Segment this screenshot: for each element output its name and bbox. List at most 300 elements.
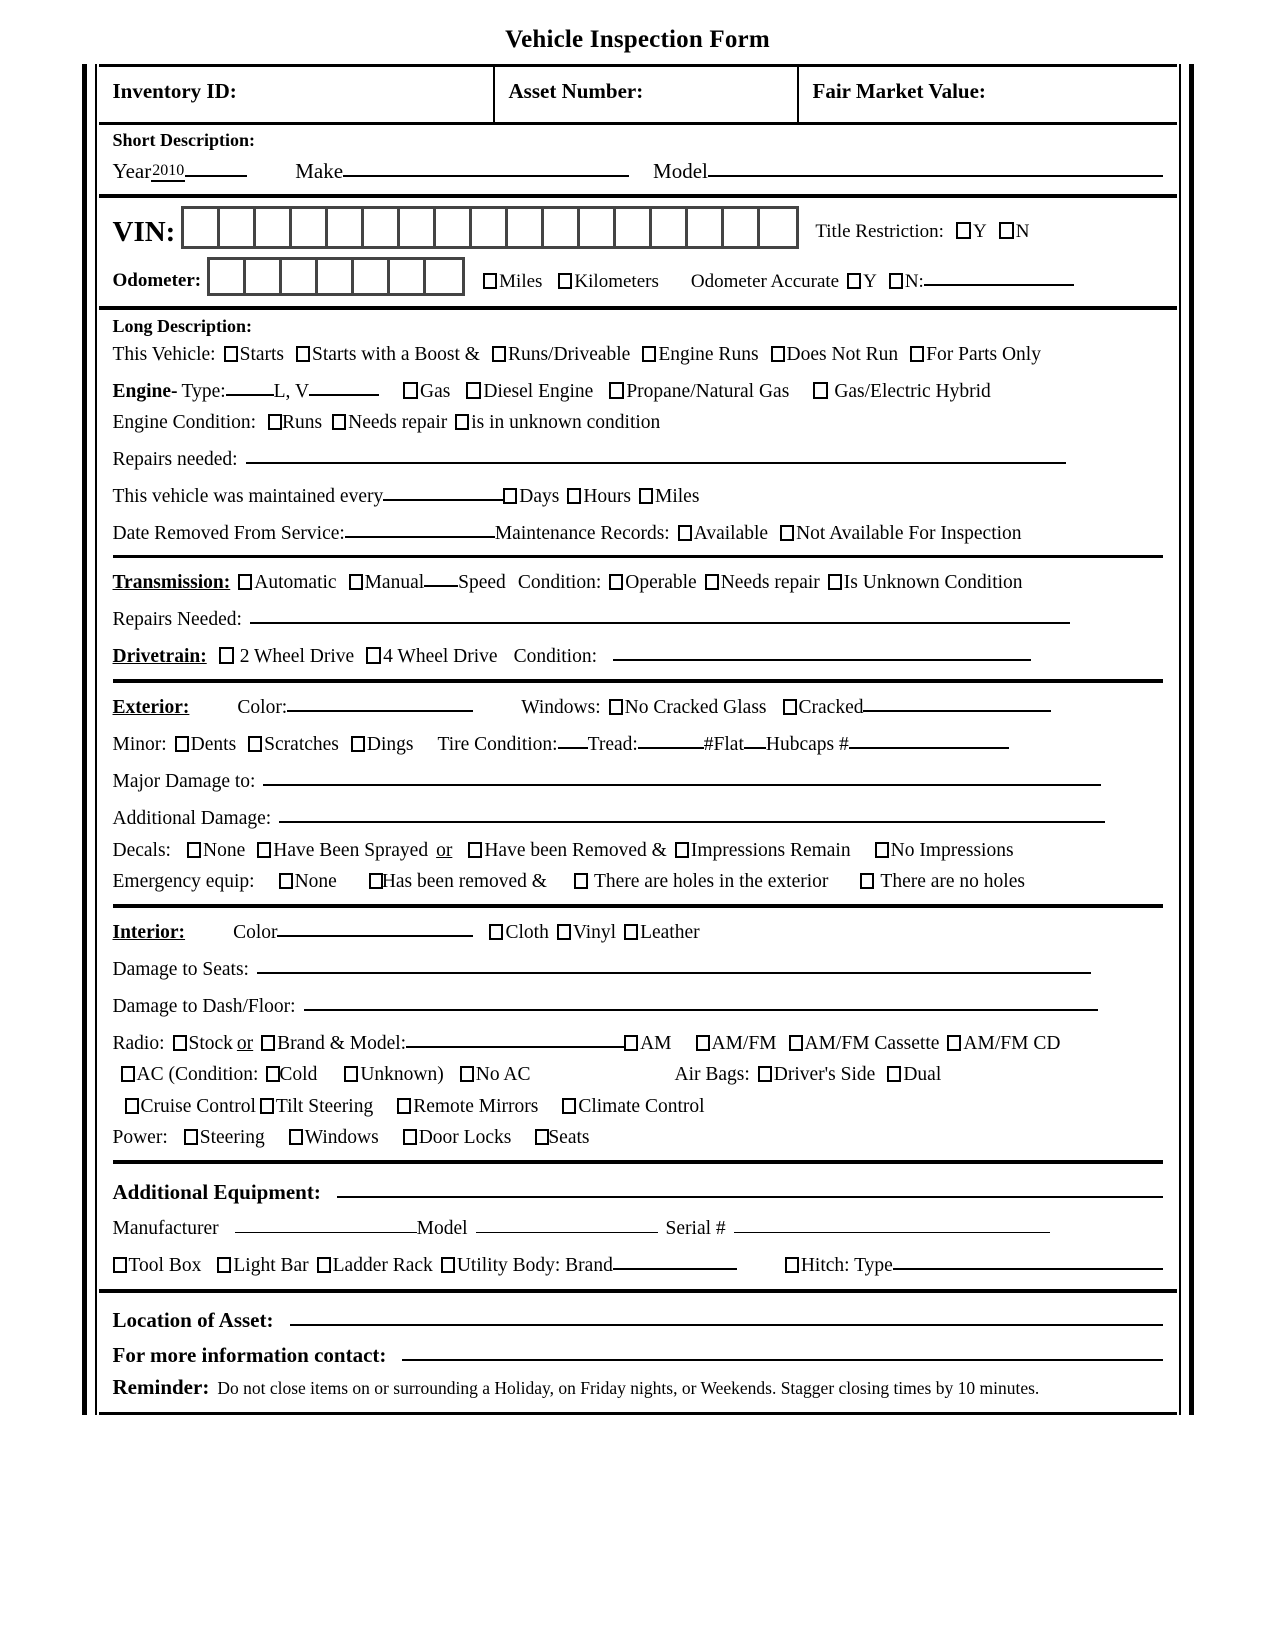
power-windows-checkbox[interactable] — [289, 1129, 303, 1145]
divider-after-drivetrain — [113, 679, 1163, 683]
vehicle-does-not-run-checkbox[interactable] — [771, 346, 785, 362]
odometer-accurate-note-line[interactable] — [924, 265, 1074, 286]
radio-or-label: or — [236, 1032, 254, 1054]
engine-propane-checkbox[interactable] — [609, 382, 624, 399]
transmission-condition-label: Condition: — [517, 572, 602, 594]
page-title: Vehicle Inspection Form — [505, 26, 770, 53]
decals-removed-checkbox[interactable] — [468, 842, 482, 858]
power-seats-checkbox[interactable] — [535, 1129, 549, 1145]
ladder-rack-checkbox[interactable] — [317, 1257, 331, 1273]
hubcaps-input-line[interactable] — [849, 728, 1009, 750]
header-strip — [99, 67, 1177, 125]
location-of-asset-input-line[interactable] — [290, 1304, 1163, 1326]
engine-condition-row — [113, 407, 1163, 438]
char-cell[interactable] — [282, 260, 318, 293]
vin-row — [113, 206, 1163, 249]
airbag-dual-label: Dual — [903, 1064, 942, 1086]
maintained-miles-label: Miles — [654, 486, 700, 508]
engine-condition-runs-label: Runs — [282, 412, 323, 434]
maintained-miles-checkbox[interactable] — [639, 488, 653, 504]
exterior-label: Exterior: — [112, 697, 190, 719]
emergency-equip-label: Emergency equip: — [112, 871, 255, 893]
airbag-dual-checkbox[interactable] — [887, 1066, 901, 1082]
maintained-days-label: Days — [519, 486, 560, 508]
fair-market-value-cell[interactable] — [799, 67, 1177, 122]
damage-seats-input-line[interactable] — [257, 953, 1091, 975]
vehicle-runs-driveable-label: Runs/Driveable — [507, 344, 631, 365]
engine-diesel-label: Diesel Engine — [483, 380, 594, 402]
radio-amfm-cd-label: AM/FM CD — [963, 1032, 1061, 1054]
decals-sprayed-checkbox[interactable] — [257, 842, 271, 858]
repairs-needed-input-line[interactable] — [246, 443, 1066, 465]
year-value[interactable]: 2010 — [151, 162, 185, 182]
miles-checkbox[interactable] — [483, 273, 497, 289]
equipment-options-row — [113, 1244, 1163, 1281]
char-cell[interactable] — [688, 209, 724, 246]
emergency-removed-checkbox[interactable] — [369, 873, 383, 889]
emergency-holes-checkbox[interactable] — [574, 873, 588, 889]
engine-condition-unknown-label: is in unknown condition — [471, 412, 661, 434]
airbag-drivers-side-label: Driver's Side — [773, 1064, 876, 1086]
reminder-label: Reminder: — [112, 1375, 210, 1400]
maintained-interval-input-line[interactable] — [383, 480, 503, 502]
engine-condition-needs-repair-checkbox[interactable] — [332, 414, 346, 430]
serial-input-line[interactable] — [734, 1212, 1050, 1233]
transmission-operable-checkbox[interactable] — [609, 574, 623, 590]
transmission-row — [113, 562, 1163, 599]
short-description-block — [99, 125, 1177, 198]
decals-no-impressions-checkbox[interactable] — [875, 842, 889, 858]
major-damage-input-line[interactable] — [263, 765, 1101, 787]
hitch-label: Hitch: Type — [800, 1254, 893, 1276]
flat-input-line[interactable] — [744, 728, 766, 750]
radio-brand-model-label: Brand & Model: — [277, 1032, 407, 1054]
short-description-label: Short Description: — [112, 130, 255, 150]
power-steering-label: Steering — [199, 1127, 265, 1149]
decals-none-label: None — [202, 839, 246, 861]
engine-liters-input-line[interactable] — [226, 374, 274, 396]
char-cell[interactable] — [472, 209, 508, 246]
additional-damage-row — [113, 798, 1163, 835]
odometer-boxes[interactable] — [207, 257, 465, 296]
engine-condition-unknown-checkbox[interactable] — [455, 414, 469, 430]
power-seats-label: Seats — [548, 1127, 590, 1149]
additional-equipment-label: Additional Equipment: — [112, 1180, 321, 1205]
title-restriction-label: Title Restriction: — [815, 221, 944, 242]
no-ac-label: No AC — [475, 1064, 531, 1086]
char-cell[interactable] — [256, 209, 292, 246]
hubcaps-label: Hubcaps # — [765, 734, 849, 756]
kilometers-checkbox[interactable] — [558, 273, 572, 289]
location-of-asset-row — [113, 1300, 1163, 1336]
damage-dash-input-line[interactable] — [304, 989, 1098, 1011]
char-cell[interactable] — [354, 260, 390, 293]
engine-condition-needs-repair-label: Needs repair — [348, 412, 448, 434]
vin-boxes[interactable] — [181, 206, 799, 249]
windows-cracked-label: Cracked — [798, 697, 864, 719]
year-make-model-row — [113, 151, 1163, 185]
transmission-manual-checkbox[interactable] — [349, 574, 363, 590]
interior-color-label: Color — [233, 922, 278, 944]
emergency-no-holes-label: There are no holes — [880, 871, 1025, 893]
maintenance-not-available-label: Not Available For Inspection — [796, 523, 1022, 545]
char-cell[interactable] — [724, 209, 760, 246]
tool-box-label: Tool Box — [128, 1254, 202, 1276]
ac-cold-checkbox[interactable] — [266, 1066, 280, 1082]
decals-or-label: or — [436, 839, 453, 861]
engine-type-label: Type: — [181, 380, 226, 402]
repairs-needed-label: Repairs needed: — [112, 449, 238, 471]
engine-propane-label: Propane/Natural Gas — [626, 380, 790, 402]
decals-no-impressions-label: No Impressions — [890, 839, 1014, 861]
manufacturer-label: Manufacturer — [112, 1217, 219, 1239]
odometer-label: Odometer: — [112, 270, 202, 291]
inventory-id-cell[interactable] — [99, 67, 495, 122]
odometer-accurate-yes-label: Y — [863, 271, 877, 292]
radio-am-label: AM — [640, 1032, 672, 1054]
title-restriction-yes-label: Y — [972, 221, 987, 242]
engine-type-row — [113, 370, 1163, 407]
hitch-checkbox[interactable] — [785, 1257, 799, 1273]
interior-row — [113, 912, 1163, 949]
exterior-color-label: Color: — [237, 697, 288, 719]
this-vehicle-label: This Vehicle: — [112, 344, 216, 365]
radio-amfm-cd-checkbox[interactable] — [947, 1035, 961, 1051]
engine-diesel-checkbox[interactable] — [466, 382, 481, 399]
radio-amfm-cassette-checkbox[interactable] — [789, 1035, 803, 1051]
char-cell[interactable] — [436, 209, 472, 246]
engine-label: Engine- — [112, 380, 178, 402]
decals-label: Decals: — [112, 839, 171, 861]
char-cell[interactable] — [220, 209, 256, 246]
drivetrain-condition-input-line[interactable] — [613, 640, 1031, 662]
repairs-needed-row — [113, 439, 1163, 476]
form-outer-frame — [82, 64, 1194, 1415]
ac-label: AC (Condition: — [136, 1064, 259, 1086]
hitch-input-line[interactable] — [893, 1248, 1163, 1270]
divider-after-maintenance — [113, 555, 1163, 558]
remote-mirrors-checkbox[interactable] — [397, 1098, 411, 1114]
char-cell[interactable] — [760, 209, 796, 246]
minor-dings-label: Dings — [366, 734, 414, 756]
this-vehicle-row — [113, 339, 1163, 370]
emergency-none-checkbox[interactable] — [279, 873, 293, 889]
date-removed-row — [113, 513, 1163, 550]
vin-block — [99, 198, 1177, 310]
transmission-manual-label: Manual — [364, 572, 425, 594]
vehicle-starts-label: Starts — [239, 344, 285, 365]
title-restriction-group — [815, 220, 1029, 249]
vehicle-starts-boost-label: Starts with a Boost & — [312, 344, 480, 365]
damage-dash-row — [113, 985, 1163, 1022]
fair-market-value-label: Fair Market Value: — [812, 79, 986, 103]
contact-label: For more information contact: — [112, 1343, 387, 1368]
emergency-equip-row — [113, 866, 1163, 897]
char-cell[interactable] — [292, 209, 328, 246]
emergency-none-label: None — [294, 871, 337, 893]
drivetrain-label: Drivetrain: — [112, 646, 207, 668]
decals-none-checkbox[interactable] — [187, 842, 201, 858]
vehicle-engine-runs-label: Engine Runs — [658, 344, 759, 365]
char-cell[interactable] — [184, 209, 220, 246]
ac-checkbox[interactable] — [121, 1066, 135, 1082]
maintenance-records-label: Maintenance Records: — [494, 523, 670, 545]
manufacturer-input-line[interactable] — [235, 1212, 417, 1233]
maintenance-available-label: Available — [693, 523, 769, 545]
asset-number-label: Asset Number: — [508, 79, 644, 103]
char-cell[interactable] — [508, 209, 544, 246]
engine-condition-runs-checkbox[interactable] — [268, 414, 282, 430]
cruise-control-checkbox[interactable] — [125, 1098, 139, 1114]
utility-body-checkbox[interactable] — [441, 1257, 455, 1273]
equipment-ids-row — [113, 1208, 1163, 1244]
odometer-row — [113, 257, 1163, 296]
date-removed-input-line[interactable] — [345, 517, 495, 539]
engine-cylinders-input-line[interactable] — [309, 374, 379, 396]
interior-label: Interior: — [112, 922, 186, 944]
additional-damage-input-line[interactable] — [279, 802, 1105, 824]
minor-dents-label: Dents — [190, 734, 237, 756]
transmission-repairs-input-line[interactable] — [250, 603, 1070, 625]
drivetrain-row — [113, 636, 1163, 673]
make-input-line[interactable] — [343, 154, 629, 177]
maintained-every-row — [113, 476, 1163, 513]
long-description-section — [99, 310, 1177, 1289]
divider-after-exterior — [113, 904, 1163, 908]
maintained-days-checkbox[interactable] — [503, 488, 517, 504]
climate-control-checkbox[interactable] — [562, 1098, 576, 1114]
date-removed-label: Date Removed From Service: — [112, 523, 345, 545]
char-cell[interactable] — [246, 260, 282, 293]
form-inner-frame — [99, 64, 1177, 1415]
interior-color-input-line[interactable] — [277, 916, 473, 938]
odometer-accurate-no-checkbox[interactable] — [889, 273, 903, 289]
radio-brand-checkbox[interactable] — [261, 1035, 275, 1051]
no-ac-checkbox[interactable] — [460, 1066, 474, 1082]
title-restriction-no-checkbox[interactable] — [999, 222, 1014, 239]
char-cell[interactable] — [210, 260, 246, 293]
airbag-drivers-side-checkbox[interactable] — [758, 1066, 772, 1082]
power-label: Power: — [112, 1127, 168, 1149]
engine-type-l-label: L, V — [273, 380, 310, 402]
interior-vinyl-label: Vinyl — [572, 922, 617, 944]
light-bar-checkbox[interactable] — [217, 1257, 231, 1273]
decals-removed-label: Have been Removed & — [484, 839, 667, 861]
model-input-line[interactable] — [708, 154, 1163, 177]
windows-label: Windows: — [521, 697, 601, 719]
interior-cloth-label: Cloth — [505, 922, 549, 944]
vin-label: VIN: — [112, 216, 176, 248]
year-label: Year — [112, 159, 152, 183]
tread-input-line[interactable] — [638, 728, 704, 750]
asset-number-cell[interactable] — [495, 67, 799, 122]
char-cell[interactable] — [328, 209, 364, 246]
radio-amfm-cassette-label: AM/FM Cassette — [804, 1032, 940, 1054]
radio-amfm-checkbox[interactable] — [696, 1035, 710, 1051]
emergency-no-holes-checkbox[interactable] — [860, 873, 874, 889]
title-restriction-yes-checkbox[interactable] — [956, 222, 971, 239]
major-damage-row — [113, 761, 1163, 798]
equipment-model-label: Model — [416, 1217, 468, 1239]
flat-label: #Flat — [703, 734, 744, 756]
exterior-minor-row — [113, 724, 1163, 761]
maintenance-available-checkbox[interactable] — [678, 525, 692, 541]
odometer-accurate-yes-checkbox[interactable] — [847, 273, 861, 289]
decals-sprayed-label: Have Been Sprayed — [273, 839, 429, 861]
air-bags-label: Air Bags: — [674, 1064, 750, 1086]
additional-equipment-input-line[interactable] — [337, 1177, 1163, 1199]
decals-row — [113, 835, 1163, 866]
decals-impressions-remain-checkbox[interactable] — [675, 842, 689, 858]
inventory-id-label: Inventory ID: — [112, 79, 237, 103]
additional-equipment-row — [113, 1168, 1163, 1209]
engine-hybrid-checkbox[interactable] — [813, 382, 828, 399]
comfort-options-row — [113, 1091, 1163, 1122]
interior-leather-label: Leather — [640, 922, 700, 944]
climate-control-label: Climate Control — [578, 1095, 705, 1117]
radio-am-checkbox[interactable] — [624, 1035, 638, 1051]
power-windows-label: Windows — [304, 1127, 379, 1149]
vehicle-engine-runs-checkbox[interactable] — [642, 346, 656, 362]
windows-cracked-checkbox[interactable] — [783, 699, 797, 715]
long-description-label: Long Description: — [112, 316, 252, 336]
ac-cold-label: Cold — [279, 1064, 318, 1086]
odometer-accurate-label: Odometer Accurate — [690, 271, 840, 292]
kilometers-label: Kilometers — [574, 271, 659, 292]
vehicle-for-parts-only-label: For Parts Only — [926, 344, 1041, 365]
ac-unknown-checkbox[interactable] — [344, 1066, 358, 1082]
transmission-label: Transmission: — [112, 572, 231, 594]
transmission-operable-label: Operable — [625, 572, 697, 594]
radio-brand-model-input-line[interactable] — [406, 1026, 638, 1048]
ladder-rack-label: Ladder Rack — [332, 1254, 433, 1276]
radio-stock-label: Stock — [188, 1032, 233, 1054]
contact-input-line[interactable] — [402, 1340, 1162, 1362]
transmission-repairs-row — [113, 599, 1163, 636]
title-restriction-no-label: N — [1015, 221, 1030, 242]
tread-label: Tread: — [587, 734, 638, 756]
vehicle-starts-boost-checkbox[interactable] — [296, 346, 310, 362]
char-cell[interactable] — [364, 209, 400, 246]
char-cell[interactable] — [390, 260, 426, 293]
engine-hybrid-label: Gas/Electric Hybrid — [834, 380, 991, 402]
ac-unknown-label: Unknown) — [360, 1064, 444, 1086]
damage-seats-row — [113, 949, 1163, 986]
char-cell[interactable] — [544, 209, 580, 246]
vehicle-starts-checkbox[interactable] — [224, 346, 238, 362]
char-cell[interactable] — [580, 209, 616, 246]
footer-section — [99, 1293, 1177, 1412]
light-bar-label: Light Bar — [233, 1254, 309, 1276]
year-input-line[interactable] — [185, 154, 247, 177]
power-door-locks-checkbox[interactable] — [403, 1129, 417, 1145]
maintained-hours-checkbox[interactable] — [567, 488, 581, 504]
char-cell[interactable] — [318, 260, 354, 293]
transmission-speed-input-line[interactable] — [424, 566, 458, 588]
power-steering-checkbox[interactable] — [184, 1129, 198, 1145]
utility-body-input-line[interactable] — [613, 1248, 737, 1270]
radio-label: Radio: — [112, 1032, 165, 1054]
utility-body-label: Utility Body: Brand — [456, 1254, 613, 1276]
minor-scratches-label: Scratches — [264, 734, 339, 756]
engine-gas-checkbox[interactable] — [403, 382, 418, 399]
windows-no-cracked-label: No Cracked Glass — [624, 697, 767, 719]
equipment-model-input-line[interactable] — [476, 1212, 658, 1233]
decals-impressions-remain-label: Impressions Remain — [690, 839, 851, 861]
radio-stock-checkbox[interactable] — [173, 1035, 187, 1051]
transmission-needs-repair-label: Needs repair — [720, 572, 820, 594]
exterior-color-input-line[interactable] — [287, 691, 473, 713]
transmission-repairs-label: Repairs Needed: — [112, 609, 242, 631]
miles-label: Miles — [499, 271, 543, 292]
radio-amfm-label: AM/FM — [711, 1032, 777, 1054]
char-cell[interactable] — [426, 260, 462, 293]
vehicle-runs-driveable-checkbox[interactable] — [492, 346, 506, 362]
drivetrain-4wd-label: 4 Wheel Drive — [383, 646, 498, 668]
divider-after-interior — [113, 1160, 1163, 1164]
maintained-hours-label: Hours — [583, 486, 631, 508]
transmission-unknown-label: Is Unknown Condition — [843, 572, 1023, 594]
interior-leather-checkbox[interactable] — [624, 924, 638, 940]
transmission-unknown-checkbox[interactable] — [828, 574, 842, 590]
tire-condition-label: Tire Condition: — [437, 734, 558, 756]
drivetrain-4wd-checkbox[interactable] — [366, 647, 381, 664]
reminder-row — [113, 1371, 1163, 1403]
exterior-row — [113, 687, 1163, 724]
serial-label: Serial # — [665, 1217, 726, 1239]
drivetrain-2wd-checkbox[interactable] — [219, 647, 234, 664]
drivetrain-2wd-label: 2 Wheel Drive — [239, 646, 355, 668]
radio-row — [113, 1022, 1163, 1059]
power-door-locks-label: Door Locks — [418, 1127, 512, 1149]
cruise-control-label: Cruise Control — [140, 1095, 256, 1117]
engine-condition-label: Engine Condition: — [112, 412, 257, 434]
tilt-steering-checkbox[interactable] — [260, 1098, 274, 1114]
windows-no-cracked-checkbox[interactable] — [609, 699, 623, 715]
interior-vinyl-checkbox[interactable] — [557, 924, 571, 940]
make-label: Make — [295, 159, 344, 183]
odometer-accurate-no-label: N: — [904, 271, 924, 292]
maintenance-not-available-checkbox[interactable] — [780, 525, 794, 541]
vehicle-does-not-run-label: Does Not Run — [786, 344, 899, 365]
tool-box-checkbox[interactable] — [113, 1257, 127, 1273]
transmission-automatic-checkbox[interactable] — [238, 574, 252, 590]
damage-seats-label: Damage to Seats: — [112, 959, 249, 980]
additional-damage-label: Additional Damage: — [112, 808, 272, 830]
char-cell[interactable] — [400, 209, 436, 246]
damage-dash-label: Damage to Dash/Floor: — [112, 995, 296, 1017]
emergency-removed-label: Has been removed & — [381, 871, 547, 893]
minor-dings-checkbox[interactable] — [351, 736, 365, 752]
power-options-row — [113, 1122, 1163, 1153]
transmission-speed-label: Speed — [458, 572, 506, 594]
char-cell[interactable] — [616, 209, 652, 246]
minor-dents-checkbox[interactable] — [175, 736, 189, 752]
drivetrain-condition-label: Condition: — [513, 646, 598, 668]
transmission-automatic-label: Automatic — [254, 572, 337, 594]
windows-cracked-input-line[interactable] — [863, 691, 1051, 713]
minor-scratches-checkbox[interactable] — [248, 736, 262, 752]
engine-gas-label: Gas — [420, 380, 451, 402]
tire-condition-input-line[interactable] — [558, 728, 588, 750]
model-label: Model — [653, 159, 708, 183]
vehicle-for-parts-only-checkbox[interactable] — [910, 346, 924, 362]
transmission-needs-repair-checkbox[interactable] — [705, 574, 719, 590]
interior-cloth-checkbox[interactable] — [489, 924, 503, 940]
tilt-steering-label: Tilt Steering — [275, 1095, 374, 1117]
minor-label: Minor: — [112, 734, 167, 756]
char-cell[interactable] — [652, 209, 688, 246]
